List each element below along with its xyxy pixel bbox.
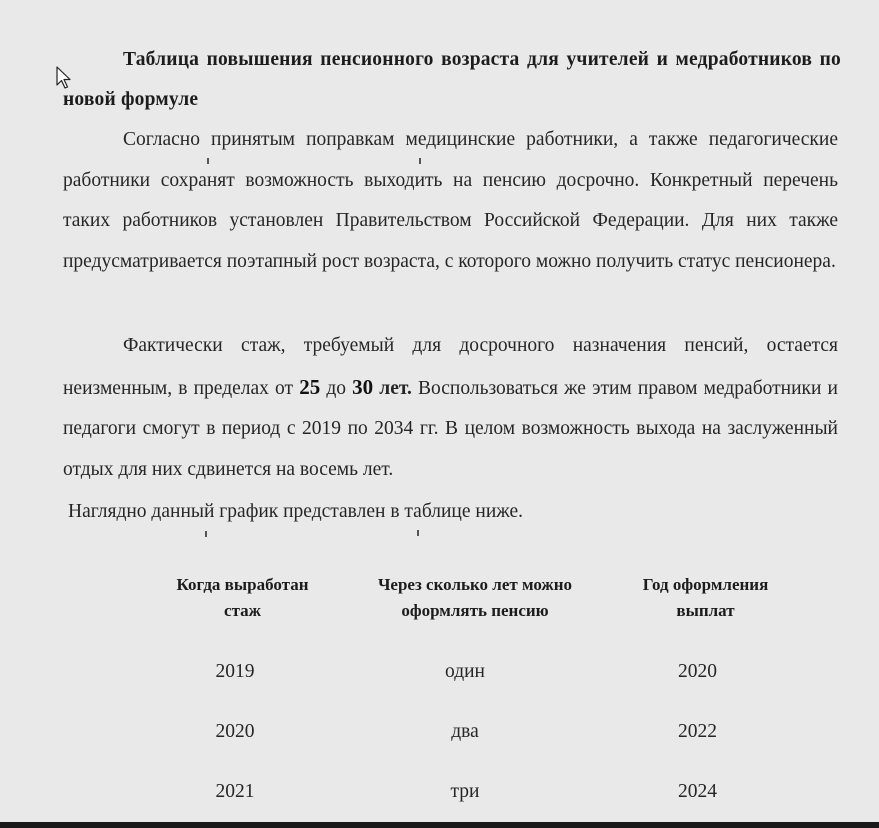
bottom-edge-bar (0, 822, 879, 828)
years-word: лет. (373, 377, 412, 399)
scan-speck (419, 158, 421, 164)
years-from-value: 25 (299, 374, 321, 399)
paragraph-text-before: Фактически стаж, требуемый для досрочного назначения пенсий, остается неизменным, в пределах от (63, 335, 838, 399)
scan-speck (417, 530, 419, 536)
table-cell-payment-year: 2022 (678, 721, 717, 742)
scan-speck (205, 531, 207, 537)
table-cell-payment-year: 2020 (678, 661, 717, 682)
table-header-years-until-pension: Через сколько лет можно оформлять пенсию (377, 575, 573, 620)
paragraph-table-intro: Наглядно данный график представлен в таблице ниже. (68, 501, 524, 522)
table-header-payment-year: Год оформления выплат (642, 575, 769, 620)
table-header-experience-year: Когда выработан стаж (176, 575, 309, 620)
paragraph-work-experience (63, 326, 838, 491)
document-heading: Таблица повышения пенсионного возраста для учителей и медработников по новой формуле (63, 49, 841, 110)
table-cell-experience-year: 2021 (215, 781, 255, 802)
table-cell-years-until-pension: два (451, 721, 479, 742)
paragraph-text-after: Воспользоваться же этим правом медработники и педагоги смогут в период с 2019 по 2034 гг. В целом возможность выхода на заслуженный отдых для них сдвинется на восемь лет. (63, 377, 838, 481)
table-cell-years-until-pension: три (450, 781, 480, 802)
paragraph-text-middle: до (320, 377, 353, 399)
table-cell-years-until-pension: один (445, 661, 485, 682)
years-to-value: 30 (352, 374, 374, 399)
table-cell-experience-year: 2020 (215, 721, 255, 742)
scan-speck (207, 158, 209, 164)
table-cell-experience-year: 2019 (215, 661, 255, 682)
paragraph-early-retirement: Согласно принятым поправкам медицинские работники, а также педагогические работники сохранят возможность выходить на пенсию досрочно. Конкретный перечень таких работников установлен Правительством Российской Федерации. Для них также предусматривается поэтапный рост возраста, с которого можно получить статус пенсионера. (63, 129, 838, 273)
table-cell-payment-year: 2024 (678, 781, 717, 802)
